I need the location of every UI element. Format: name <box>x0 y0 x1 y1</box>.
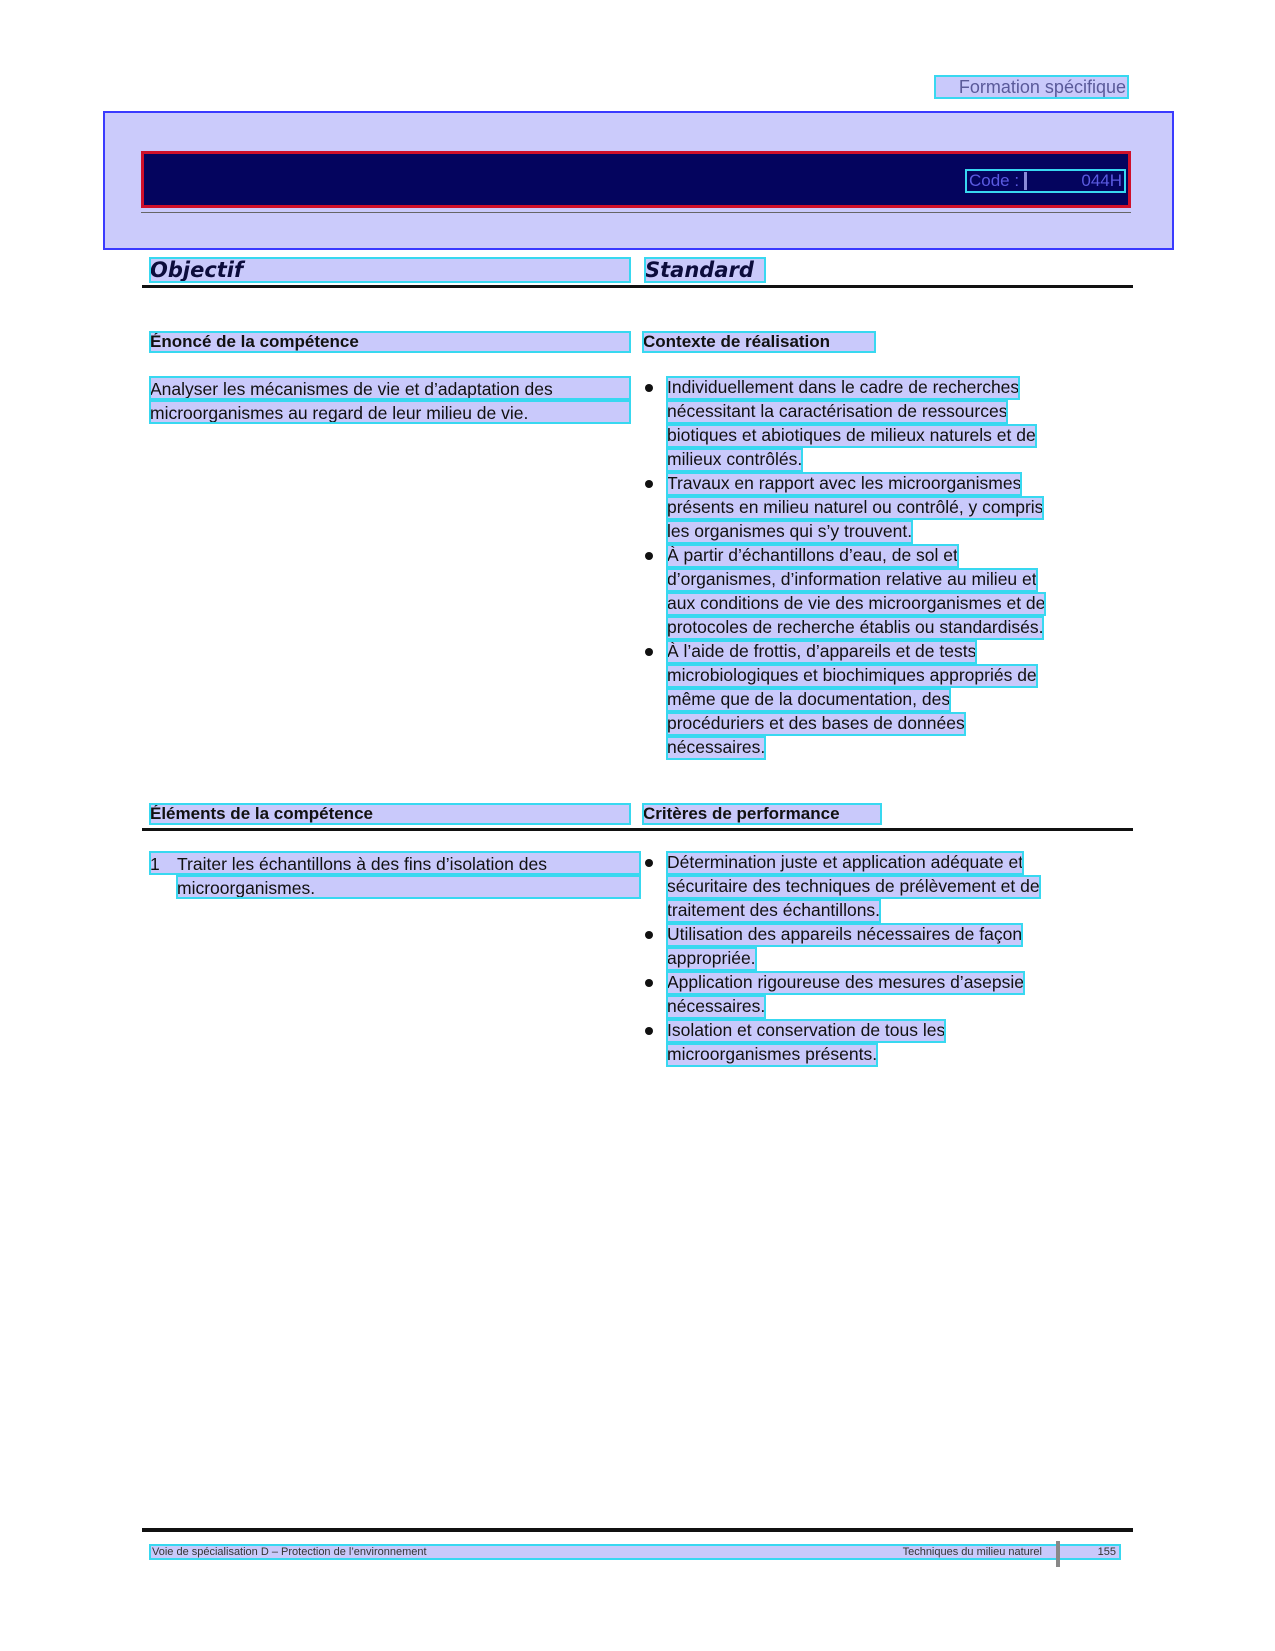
list-item: Détermination juste et application adéquate et sécuritaire des techniques de prélèvement et de traitement des échantillons. <box>645 852 1115 922</box>
banner-underline <box>141 208 1131 213</box>
list-item: Travaux en rapport avec les microorganismes présents en milieu naturel ou contrôlé, y compris les organismes qui s’y trouvent. <box>645 473 1115 543</box>
criteres-heading: Critères de performance <box>643 804 881 824</box>
code-separator <box>1024 172 1027 190</box>
enonce-heading: Énoncé de la compétence <box>150 332 630 352</box>
bullet-icon <box>645 552 653 560</box>
list-item: À partir d’échantillons d’eau, de sol et d’organismes, d’information relative au milieu et aux conditions de vie des microorganismes et de protocoles de recherche établis ou standardisés. <box>645 545 1115 639</box>
element-line: Traiter les échantillons à des fins d’isolation des <box>177 854 547 874</box>
code-label: Code : <box>969 171 1020 190</box>
enonce-line: microorganismes au regard de leur milieu de vie. <box>150 401 630 423</box>
bullet-icon <box>645 931 653 939</box>
bullet-icon <box>645 648 653 656</box>
section-standard: Standard <box>645 258 765 282</box>
elements-heading: Éléments de la compétence <box>150 804 630 824</box>
contexte-list <box>645 377 1115 761</box>
section-rule <box>142 285 1133 288</box>
page-number: 155 <box>1097 1546 1116 1558</box>
code-field <box>967 171 1124 191</box>
header-dark-bar <box>141 151 1131 208</box>
list-item: Utilisation des appareils nécessaires de façon appropriée. <box>645 924 1115 970</box>
code-value: 044H <box>1081 171 1122 190</box>
elements-rule <box>142 828 1133 831</box>
list-item: À l’aide de frottis, d’appareils et de tests microbiologiques et biochimiques appropriés de même que de la documentation, des procéduriers et des bases de données nécessaires. <box>645 641 1115 759</box>
bullet-icon <box>645 859 653 867</box>
section-objectif: Objectif <box>150 258 630 282</box>
bullet-icon <box>645 384 653 392</box>
list-item: Individuellement dans le cadre de recherches nécessitant la caractérisation de ressources biotiques et abiotiques de milieux naturels et de milieux contrôlés. <box>645 377 1115 471</box>
header-banner <box>103 111 1174 250</box>
list-item: Application rigoureuse des mesures d’asepsie nécessaires. <box>645 972 1115 1018</box>
bullet-icon <box>645 1027 653 1035</box>
contexte-heading: Contexte de réalisation <box>643 332 875 352</box>
element-number: 1 <box>150 854 160 874</box>
footer-left-text: Voie de spécialisation D – Protection de l’environnement <box>152 1546 427 1558</box>
bullet-icon <box>645 979 653 987</box>
criteres-list <box>645 852 1115 1068</box>
footer-right-text: Techniques du milieu naturel <box>902 1546 1042 1558</box>
footer <box>150 1545 1120 1559</box>
footer-rule <box>142 1528 1133 1532</box>
element-item <box>150 852 640 900</box>
top-label: Formation spécifique <box>935 76 1128 98</box>
element-line: microorganismes. <box>177 876 640 898</box>
enonce-line: Analyser les mécanismes de vie et d’adaptation des <box>150 377 630 399</box>
bullet-icon <box>645 480 653 488</box>
footer-separator <box>1056 1541 1060 1567</box>
list-item: Isolation et conservation de tous les microorganismes présents. <box>645 1020 1115 1066</box>
enonce-text <box>150 377 630 425</box>
